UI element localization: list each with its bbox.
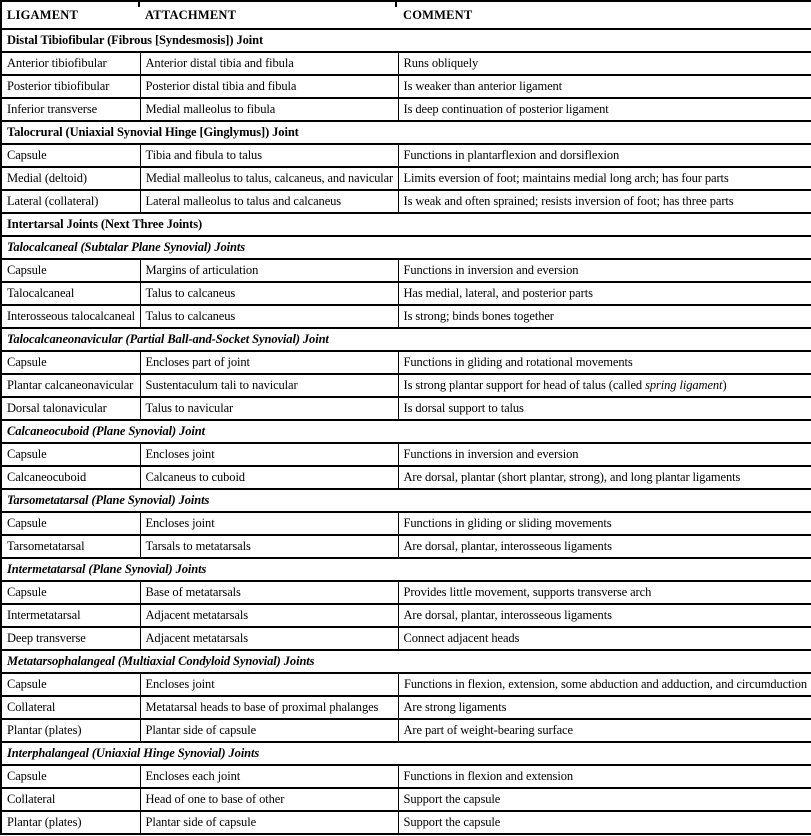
attachment-cell: Adjacent metatarsals — [140, 604, 398, 627]
italic-term: spring ligament — [645, 378, 723, 392]
table-row — [1, 397, 811, 420]
section-header-row — [1, 489, 811, 512]
attachment-cell: Lateral malleolus to talus and calcaneus — [140, 190, 398, 213]
ligament-cell: Interosseous talocalcaneal — [1, 305, 140, 328]
table-row — [1, 167, 811, 190]
table-row — [1, 765, 811, 788]
ligament-cell: Inferior transverse — [1, 98, 140, 121]
ligament-cell: Capsule — [1, 144, 140, 167]
ligament-cell: Capsule — [1, 259, 140, 282]
table-row — [1, 811, 811, 834]
attachment-cell: Encloses joint — [140, 673, 398, 696]
section-title: Talocalcaneal (Subtalar Plane Synovial) Joints — [1, 236, 811, 259]
attachment-cell: Metatarsal heads to base of proximal phalanges — [140, 696, 398, 719]
section-header-row — [1, 328, 811, 351]
ligament-cell: Collateral — [1, 696, 140, 719]
table-row — [1, 466, 811, 489]
ligament-cell: Tarsometatarsal — [1, 535, 140, 558]
comment-cell: Functions in gliding or sliding movements — [398, 512, 811, 535]
table-header — [1, 1, 811, 29]
ligament-cell: Plantar (plates) — [1, 811, 140, 834]
ligament-cell: Capsule — [1, 765, 140, 788]
comment-cell: Functions in flexion and extension — [398, 765, 811, 788]
attachment-cell: Base of metatarsals — [140, 581, 398, 604]
ligament-cell: Collateral — [1, 788, 140, 811]
attachment-cell: Plantar side of capsule — [140, 811, 398, 834]
section-header-row — [1, 650, 811, 673]
table-row — [1, 696, 811, 719]
column-divider-tick — [138, 0, 140, 7]
section-header-row — [1, 29, 811, 52]
comment-cell: Is weaker than anterior ligament — [398, 75, 811, 98]
section-header-row — [1, 558, 811, 581]
attachment-cell: Sustentaculum tali to navicular — [140, 374, 398, 397]
table-row — [1, 305, 811, 328]
table-row — [1, 351, 811, 374]
column-header-ligament: LIGAMENT — [1, 1, 140, 29]
ligament-cell: Dorsal talonavicular — [1, 397, 140, 420]
attachment-cell: Encloses joint — [140, 512, 398, 535]
ligament-cell: Plantar (plates) — [1, 719, 140, 742]
comment-cell: Is strong; binds bones together — [398, 305, 811, 328]
comment-cell: Functions in gliding and rotational movements — [398, 351, 811, 374]
table-row — [1, 144, 811, 167]
table-row — [1, 259, 811, 282]
table-row — [1, 604, 811, 627]
attachment-cell: Talus to calcaneus — [140, 305, 398, 328]
table-row — [1, 75, 811, 98]
ligament-table-body — [1, 29, 811, 834]
attachment-cell: Anterior distal tibia and fibula — [140, 52, 398, 75]
section-title: Interphalangeal (Uniaxial Hinge Synovial) Joints — [1, 742, 811, 765]
table-row — [1, 535, 811, 558]
comment-cell: Are strong ligaments — [398, 696, 811, 719]
attachment-cell: Medial malleolus to fibula — [140, 98, 398, 121]
section-header-row — [1, 420, 811, 443]
section-title: Talocrural (Uniaxial Synovial Hinge [Ginglymus]) Joint — [1, 121, 811, 144]
attachment-cell: Talus to calcaneus — [140, 282, 398, 305]
section-title: Talocalcaneonavicular (Partial Ball-and-Socket Synovial) Joint — [1, 328, 811, 351]
section-title: Distal Tibiofibular (Fibrous [Syndesmosis]) Joint — [1, 29, 811, 52]
column-header-attachment: ATTACHMENT — [140, 1, 398, 29]
column-divider-tick — [395, 0, 397, 7]
comment-cell: Is dorsal support to talus — [398, 397, 811, 420]
ligament-cell: Capsule — [1, 581, 140, 604]
section-header-row — [1, 121, 811, 144]
comment-cell: Is deep continuation of posterior ligament — [398, 98, 811, 121]
ligament-cell: Capsule — [1, 351, 140, 374]
section-header-row — [1, 236, 811, 259]
ligament-cell: Talocalcaneal — [1, 282, 140, 305]
header-row — [1, 1, 811, 29]
ligament-cell: Intermetatarsal — [1, 604, 140, 627]
column-header-comment: COMMENT — [398, 1, 811, 29]
table-row — [1, 52, 811, 75]
section-title: Tarsometatarsal (Plane Synovial) Joints — [1, 489, 811, 512]
attachment-cell: Tarsals to metatarsals — [140, 535, 398, 558]
section-header-row — [1, 742, 811, 765]
table-row — [1, 190, 811, 213]
attachment-cell: Encloses part of joint — [140, 351, 398, 374]
attachment-cell: Calcaneus to cuboid — [140, 466, 398, 489]
comment-cell: Functions in inversion and eversion — [398, 259, 811, 282]
section-title: Metatarsophalangeal (Multiaxial Condyloid Synovial) Joints — [1, 650, 811, 673]
comment-cell: Functions in inversion and eversion — [398, 443, 811, 466]
table-row — [1, 627, 811, 650]
attachment-cell: Plantar side of capsule — [140, 719, 398, 742]
attachment-cell: Talus to navicular — [140, 397, 398, 420]
ligament-cell: Capsule — [1, 673, 140, 696]
ligament-cell: Lateral (collateral) — [1, 190, 140, 213]
ligament-cell: Capsule — [1, 443, 140, 466]
comment-cell: Support the capsule — [398, 811, 811, 834]
comment-cell: Functions in plantarflexion and dorsiflexion — [398, 144, 811, 167]
table-row — [1, 98, 811, 121]
ligament-cell: Capsule — [1, 512, 140, 535]
comment-cell: Functions in flexion, extension, some abduction and adduction, and circumduction — [398, 673, 811, 696]
table-row — [1, 788, 811, 811]
attachment-cell: Posterior distal tibia and fibula — [140, 75, 398, 98]
comment-cell: Has medial, lateral, and posterior parts — [398, 282, 811, 305]
attachment-cell: Margins of articulation — [140, 259, 398, 282]
attachment-cell: Adjacent metatarsals — [140, 627, 398, 650]
attachment-cell: Head of one to base of other — [140, 788, 398, 811]
attachment-cell: Medial malleolus to talus, calcaneus, and navicular — [140, 167, 398, 190]
comment-cell: Limits eversion of foot; maintains medial long arch; has four parts — [398, 167, 811, 190]
comment-cell: Support the capsule — [398, 788, 811, 811]
ligament-cell: Posterior tibiofibular — [1, 75, 140, 98]
ligament-cell: Deep transverse — [1, 627, 140, 650]
table-row — [1, 719, 811, 742]
comment-cell: Connect adjacent heads — [398, 627, 811, 650]
comment-cell: Is weak and often sprained; resists inversion of foot; has three parts — [398, 190, 811, 213]
ligament-cell: Medial (deltoid) — [1, 167, 140, 190]
table-row — [1, 581, 811, 604]
section-header-row — [1, 213, 811, 236]
comment-cell: Is strong plantar support for head of talus (called spring ligament) — [398, 374, 811, 397]
comment-cell: Runs obliquely — [398, 52, 811, 75]
comment-cell: Are dorsal, plantar, interosseous ligaments — [398, 604, 811, 627]
section-title: Intertarsal Joints (Next Three Joints) — [1, 213, 811, 236]
ligament-cell: Anterior tibiofibular — [1, 52, 140, 75]
comment-cell: Provides little movement, supports transverse arch — [398, 581, 811, 604]
ligament-cell: Calcaneocuboid — [1, 466, 140, 489]
table-row — [1, 673, 811, 696]
comment-cell: Are dorsal, plantar, interosseous ligaments — [398, 535, 811, 558]
ligament-cell: Plantar calcaneonavicular — [1, 374, 140, 397]
comment-cell: Are dorsal, plantar (short plantar, strong), and long plantar ligaments — [398, 466, 811, 489]
table-row — [1, 282, 811, 305]
comment-cell: Are part of weight-bearing surface — [398, 719, 811, 742]
table-row — [1, 512, 811, 535]
table-row — [1, 443, 811, 466]
attachment-cell: Tibia and fibula to talus — [140, 144, 398, 167]
attachment-cell: Encloses each joint — [140, 765, 398, 788]
section-title: Intermetatarsal (Plane Synovial) Joints — [1, 558, 811, 581]
section-title: Calcaneocuboid (Plane Synovial) Joint — [1, 420, 811, 443]
attachment-cell: Encloses joint — [140, 443, 398, 466]
table-row — [1, 374, 811, 397]
